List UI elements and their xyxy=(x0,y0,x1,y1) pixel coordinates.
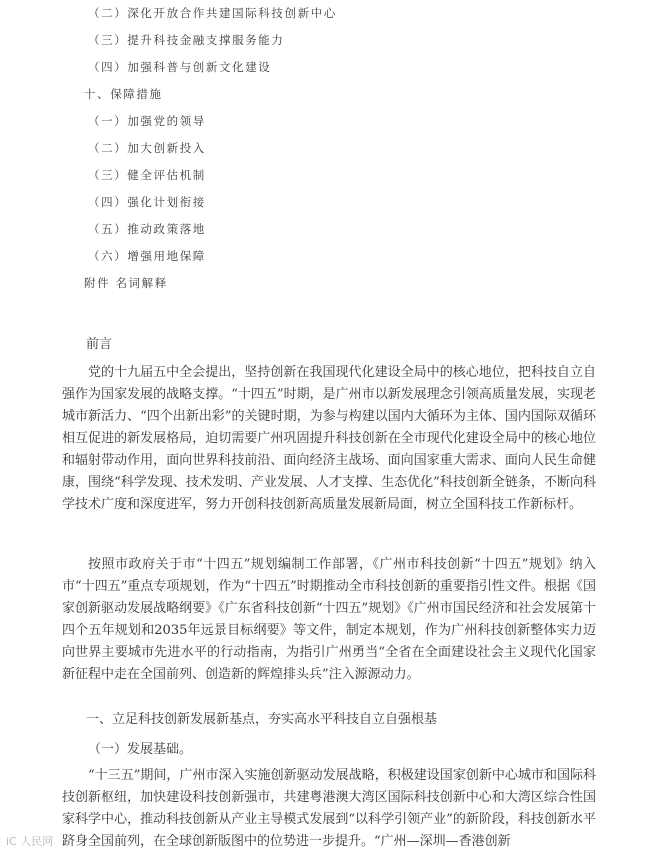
toc-item: （五）推动政策落地 xyxy=(88,222,206,236)
toc-item: （二）加大创新投入 xyxy=(88,141,206,155)
toc-item: （四）加强科普与创新文化建设 xyxy=(88,60,272,74)
toc-item: （二）深化开放合作共建国际科技创新中心 xyxy=(88,6,337,20)
subsection-title: （一）发展基础。 xyxy=(88,742,193,757)
preface-paragraph: 按照市政府关于市“十四五”规划编制工作部署，《广州市科技创新“十四五”规划》纳入市“十四五”重点专项规划，作为“十四五”时期推动全市科技创新的重要指引性文件。根据《国家创新驱动发展战略纲要》《广东省科技创新“十四五”规划》《广州市国民经济和社会发展第十四个五年规划和2035年远景目标纲要》等文件，制定本规划，作为广州科技创新整体实力迈向世界主要城市先进水平的行动指南，为指引广州勇当“全省在全面建设社会主义现代化国家新征程中走在全国前列、创造新的辉煌排头兵”注入源源动力。 xyxy=(62,557,596,682)
toc-item: 十、保障措施 xyxy=(84,87,163,101)
section-title: 一、立足科技创新发展新基点，夯实高水平科技自立自强根基 xyxy=(86,712,438,727)
toc-item: （六）增强用地保障 xyxy=(88,249,206,263)
toc-item: （四）强化计划衔接 xyxy=(88,195,206,209)
watermark-logo: iC 人民网 xyxy=(6,835,54,848)
preface-paragraph: 党的十九届五中全会提出，坚持创新在我国现代化建设全局中的核心地位，把科技自立自强作为国家发展的战略支撑。“十四五”时期，是广州市以新发展理念引领高质量发展，实现老城市新活力、“四个出新出彩”的关键时期，为参与构建以国内大循环为主体、国内国际双循环相互促进的新发展格局，迫切需要广州巩固提升科技创新在全市现代化建设全局中的核心地位和辐射带动作用，面向世界科技前沿、面向经济主战场、面向国家重大需求、面向人民生命健康，围绕“科学发现、技术发明、产业发展、人才支撑、生态优化”科技创新全链条，不断向科学技术广度和深度进军，努力开创科技创新高质量发展新局面，树立全国科技工作新标杆。 xyxy=(62,365,596,512)
preface-title: 前言 xyxy=(86,337,113,352)
toc-item: （一）加强党的领导 xyxy=(88,114,206,128)
toc-item: （三）提升科技金融支撑服务能力 xyxy=(88,33,285,47)
toc-item: 附件 名词解释 xyxy=(84,276,168,290)
section-paragraph: “十三五”期间，广州市深入实施创新驱动发展战略，积极建设国家创新中心城市和国际科技创新枢纽，加快建设科技创新强市，共建粤港澳大湾区国际科技创新中心和大湾区综合性国家科学中心，推动科技创新从产业主导模式发展到“以科学引领产业”的新阶段，科技创新水平跻身全国前列，在全球创新版图中的位势进一步提升。“广州—深圳—香港创新 xyxy=(62,768,596,849)
toc-item: （三）健全评估机制 xyxy=(88,168,206,182)
